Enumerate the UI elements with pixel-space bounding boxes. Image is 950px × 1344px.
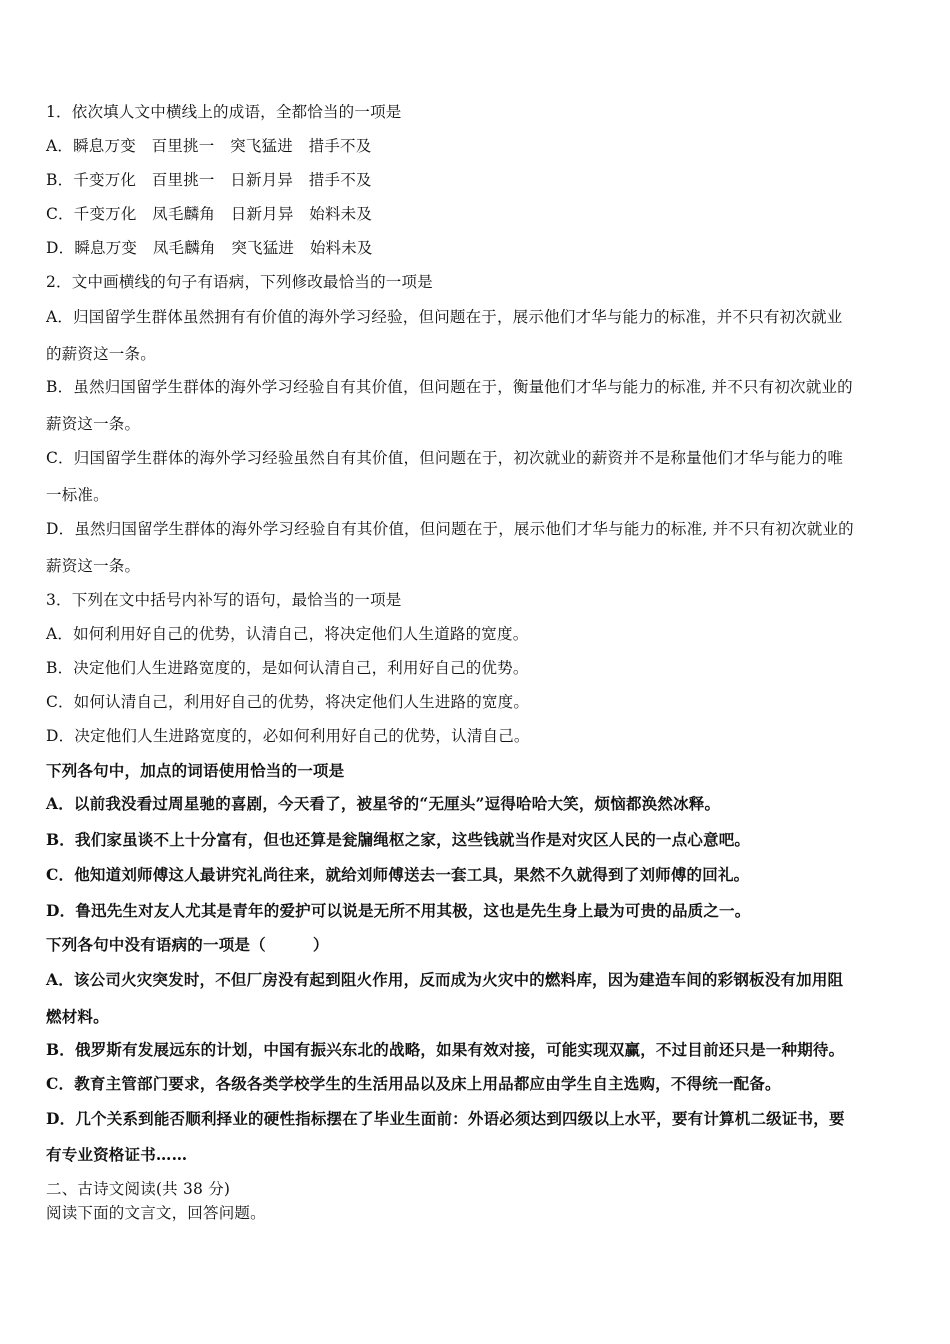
q2-option-a-line1: A．归国留学生群体虽然拥有有价值的海外学习经验，但问题在于，展示他们才华与能力的标准，并不只有初次就业 — [46, 308, 843, 326]
q3-option-c: C．如何认清自己，利用好自己的优势，将决定他们人生进路的宽度。 — [46, 693, 530, 711]
q5-option-d-line2: 有专业资格证书…… — [46, 1145, 188, 1164]
q5-option-a-line2: 燃材料。 — [46, 1007, 109, 1026]
q5-stem: 下列各句中没有语病的一项是（ ） — [46, 935, 329, 954]
q4-option-a: A．以前我没看过周星驰的喜剧，今天看了，被星爷的“无厘头”逗得哈哈大笑，烦恼都涣然冰释。 — [46, 794, 721, 813]
q1-option-a: A．瞬息万变 百里挑一 突飞猛进 措手不及 — [46, 137, 372, 155]
q2-option-c-line2: 一标准。 — [46, 486, 109, 504]
q5-option-a-line1: A．该公司火灾突发时，不但厂房没有起到阻火作用，反而成为火灾中的燃料库，因为建造车间的彩钢板没有加用阻 — [46, 970, 844, 989]
q4-option-c: C．他知道刘师傅这人最讲究礼尚往来，就给刘师傅送去一套工具，果然不久就得到了刘师傅的回礼。 — [46, 865, 750, 884]
q2-stem: 2．文中画横线的句子有语病，下列修改最恰当的一项是 — [46, 273, 433, 291]
q1-option-b: B．千变万化 百里挑一 日新月异 措手不及 — [46, 171, 372, 189]
q1-option-c: C．千变万化 凤毛麟角 日新月异 始料未及 — [46, 205, 373, 223]
q5-option-d-line1: D．几个关系到能否顺利择业的硬性指标摆在了毕业生面前：外语必须达到四级以上水平，要有计算机二级证书，要 — [46, 1109, 845, 1128]
q3-option-d: D．决定他们人生进路宽度的，必如何利用好自己的优势，认清自己。 — [46, 727, 530, 745]
section2-heading: 二、古诗文阅读(共 38 分) — [46, 1180, 231, 1198]
q3-stem: 3．下列在文中括号内补写的语句，最恰当的一项是 — [46, 591, 402, 609]
q5-option-b: B．俄罗斯有发展远东的计划，中国有振兴东北的战略，如果有效对接，可能实现双赢，不过目前还只是一种期待。 — [46, 1040, 845, 1059]
q1-option-d: D．瞬息万变 凤毛麟角 突飞猛进 始料未及 — [46, 239, 373, 257]
q4-option-b: B．我们家虽谈不上十分富有，但也还算是瓮牖绳枢之家，这些钱就当作是对灾区人民的一点心意吧。 — [46, 830, 751, 849]
q4-stem: 下列各句中，加点的词语使用恰当的一项是 — [46, 761, 345, 780]
section2-instruction: 阅读下面的文言文，回答问题。 — [46, 1204, 266, 1222]
q2-option-b-line1: B．虽然归国留学生群体的海外学习经验自有其价值，但问题在于，衡量他们才华与能力的标准, 并不只有初次就业的 — [46, 378, 853, 396]
q1-stem: 1．依次填人文中横线上的成语，全都恰当的一项是 — [46, 103, 402, 121]
q2-option-c-line1: C．归国留学生群体的海外学习经验虽然自有其价值，但问题在于，初次就业的薪资并不是称量他们才华与能力的唯 — [46, 449, 844, 467]
q2-option-a-line2: 的薪资这一条。 — [46, 345, 156, 363]
q2-option-b-line2: 薪资这一条。 — [46, 415, 141, 433]
q3-option-b: B．决定他们人生进路宽度的，是如何认清自己，利用好自己的优势。 — [46, 659, 529, 677]
q2-option-d-line1: D．虽然归国留学生群体的海外学习经验自有其价值，但问题在于，展示他们才华与能力的标准, 并不只有初次就业的 — [46, 520, 854, 538]
q2-option-d-line2: 薪资这一条。 — [46, 557, 141, 575]
q5-option-c: C．教育主管部门要求，各级各类学校学生的生活用品以及床上用品都应由学生自主选购，不得统一配备。 — [46, 1074, 781, 1093]
q4-option-d: D．鲁迅先生对友人尤其是青年的爱护可以说是无所不用其极，这也是先生身上最为可贵的品质之一。 — [46, 901, 751, 920]
q3-option-a: A．如何利用好自己的优势，认清自己，将决定他们人生道路的宽度。 — [46, 625, 529, 643]
